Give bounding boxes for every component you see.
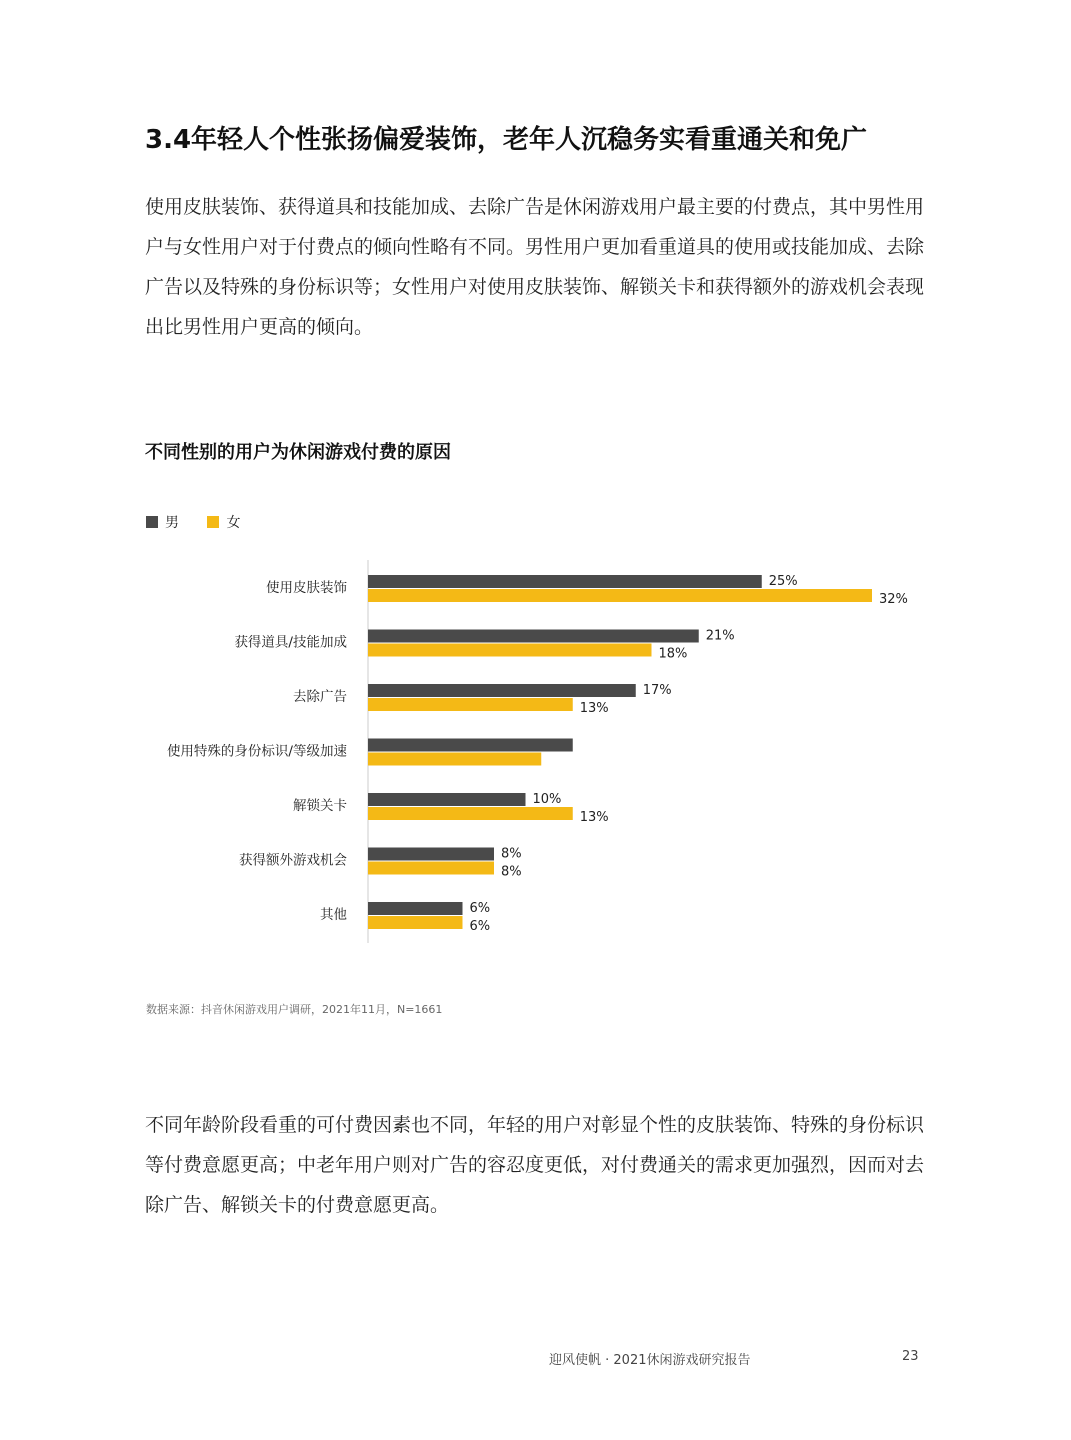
value-label-female: 8% <box>501 864 522 880</box>
data-source-note: 数据来源：抖音休闲游戏用户调研，2021年11月，N=1661 <box>146 1003 443 1016</box>
legend-label-female: 女 <box>226 515 241 531</box>
legend-swatch-male <box>146 516 158 528</box>
value-label-male: 6% <box>469 901 491 916</box>
bar-female <box>368 589 872 602</box>
bar-female <box>368 753 541 766</box>
intro-paragraph: 使用皮肤装饰、获得道具和技能加成、去除广告是休闲游戏用户最主要的付费点，其中男性用户与女性用户对于付费点的倾向性略有不同。男性用户更加看重道具的使用或技能加成、去除广告以及特殊的身份标识等；女性用户对使用皮肤装饰、解锁关卡和获得额外的游戏机会表现出比男性用户更高的倾向。 <box>145 196 925 338</box>
bar-male <box>368 902 463 915</box>
value-label-male: 21% <box>705 628 735 644</box>
value-label-female: 6% <box>469 919 491 934</box>
legend-item-female <box>207 512 240 532</box>
bar-female <box>368 862 494 875</box>
legend-item-male <box>146 512 179 532</box>
legend-label-male: 男 <box>165 515 179 531</box>
bar-female <box>368 644 652 657</box>
category-label: 其他 <box>320 907 347 923</box>
value-label-male: 8% <box>501 846 522 862</box>
bar-male <box>368 575 762 588</box>
category-label: 解锁关卡 <box>293 798 347 814</box>
category-label: 获得道具/技能加成 <box>234 634 347 651</box>
value-label-male: 10% <box>532 792 562 807</box>
category-label: 使用特殊的身份标识/等级加速 <box>166 743 347 760</box>
bar-female <box>368 698 573 711</box>
bar-male <box>368 630 699 643</box>
value-label-female: 13% <box>579 701 609 716</box>
section-title: 3.4年轻人个性张扬偏爱装饰，老年人沉稳务实看重通关和免广 <box>145 125 868 155</box>
bar-female <box>368 807 573 820</box>
bar-male <box>368 793 526 806</box>
bar-male <box>368 739 573 752</box>
footer-report-title: 迎风使帆 · 2021休闲游戏研究报告 <box>549 1353 751 1368</box>
value-label-female: 13% <box>579 810 609 825</box>
category-label: 去除广告 <box>293 689 347 705</box>
value-label-female: 18% <box>658 646 688 662</box>
chart-title: 不同性别的用户为休闲游戏付费的原因 <box>145 442 451 463</box>
bar-female <box>368 916 463 929</box>
value-label-female: 32% <box>879 592 908 607</box>
bar-chart <box>140 555 940 950</box>
outro-paragraph: 不同年龄阶段看重的可付费因素也不同，年轻的用户对彰显个性的皮肤装饰、特殊的身份标识等付费意愿更高；中老年用户则对广告的容忍度更低，对付费通关的需求更加强烈，因而对去除广告、解锁关卡的付费意愿更高。 <box>145 1114 925 1216</box>
category-label: 获得额外游戏机会 <box>239 852 347 869</box>
page-number: 23 <box>902 1349 919 1364</box>
chart-legend <box>146 512 264 532</box>
legend-swatch-female <box>207 516 219 528</box>
category-label: 使用皮肤装饰 <box>266 580 347 596</box>
value-label-male: 25% <box>768 574 798 589</box>
bar-male <box>368 848 494 861</box>
value-label-male: 17% <box>642 683 672 698</box>
bar-male <box>368 684 636 697</box>
